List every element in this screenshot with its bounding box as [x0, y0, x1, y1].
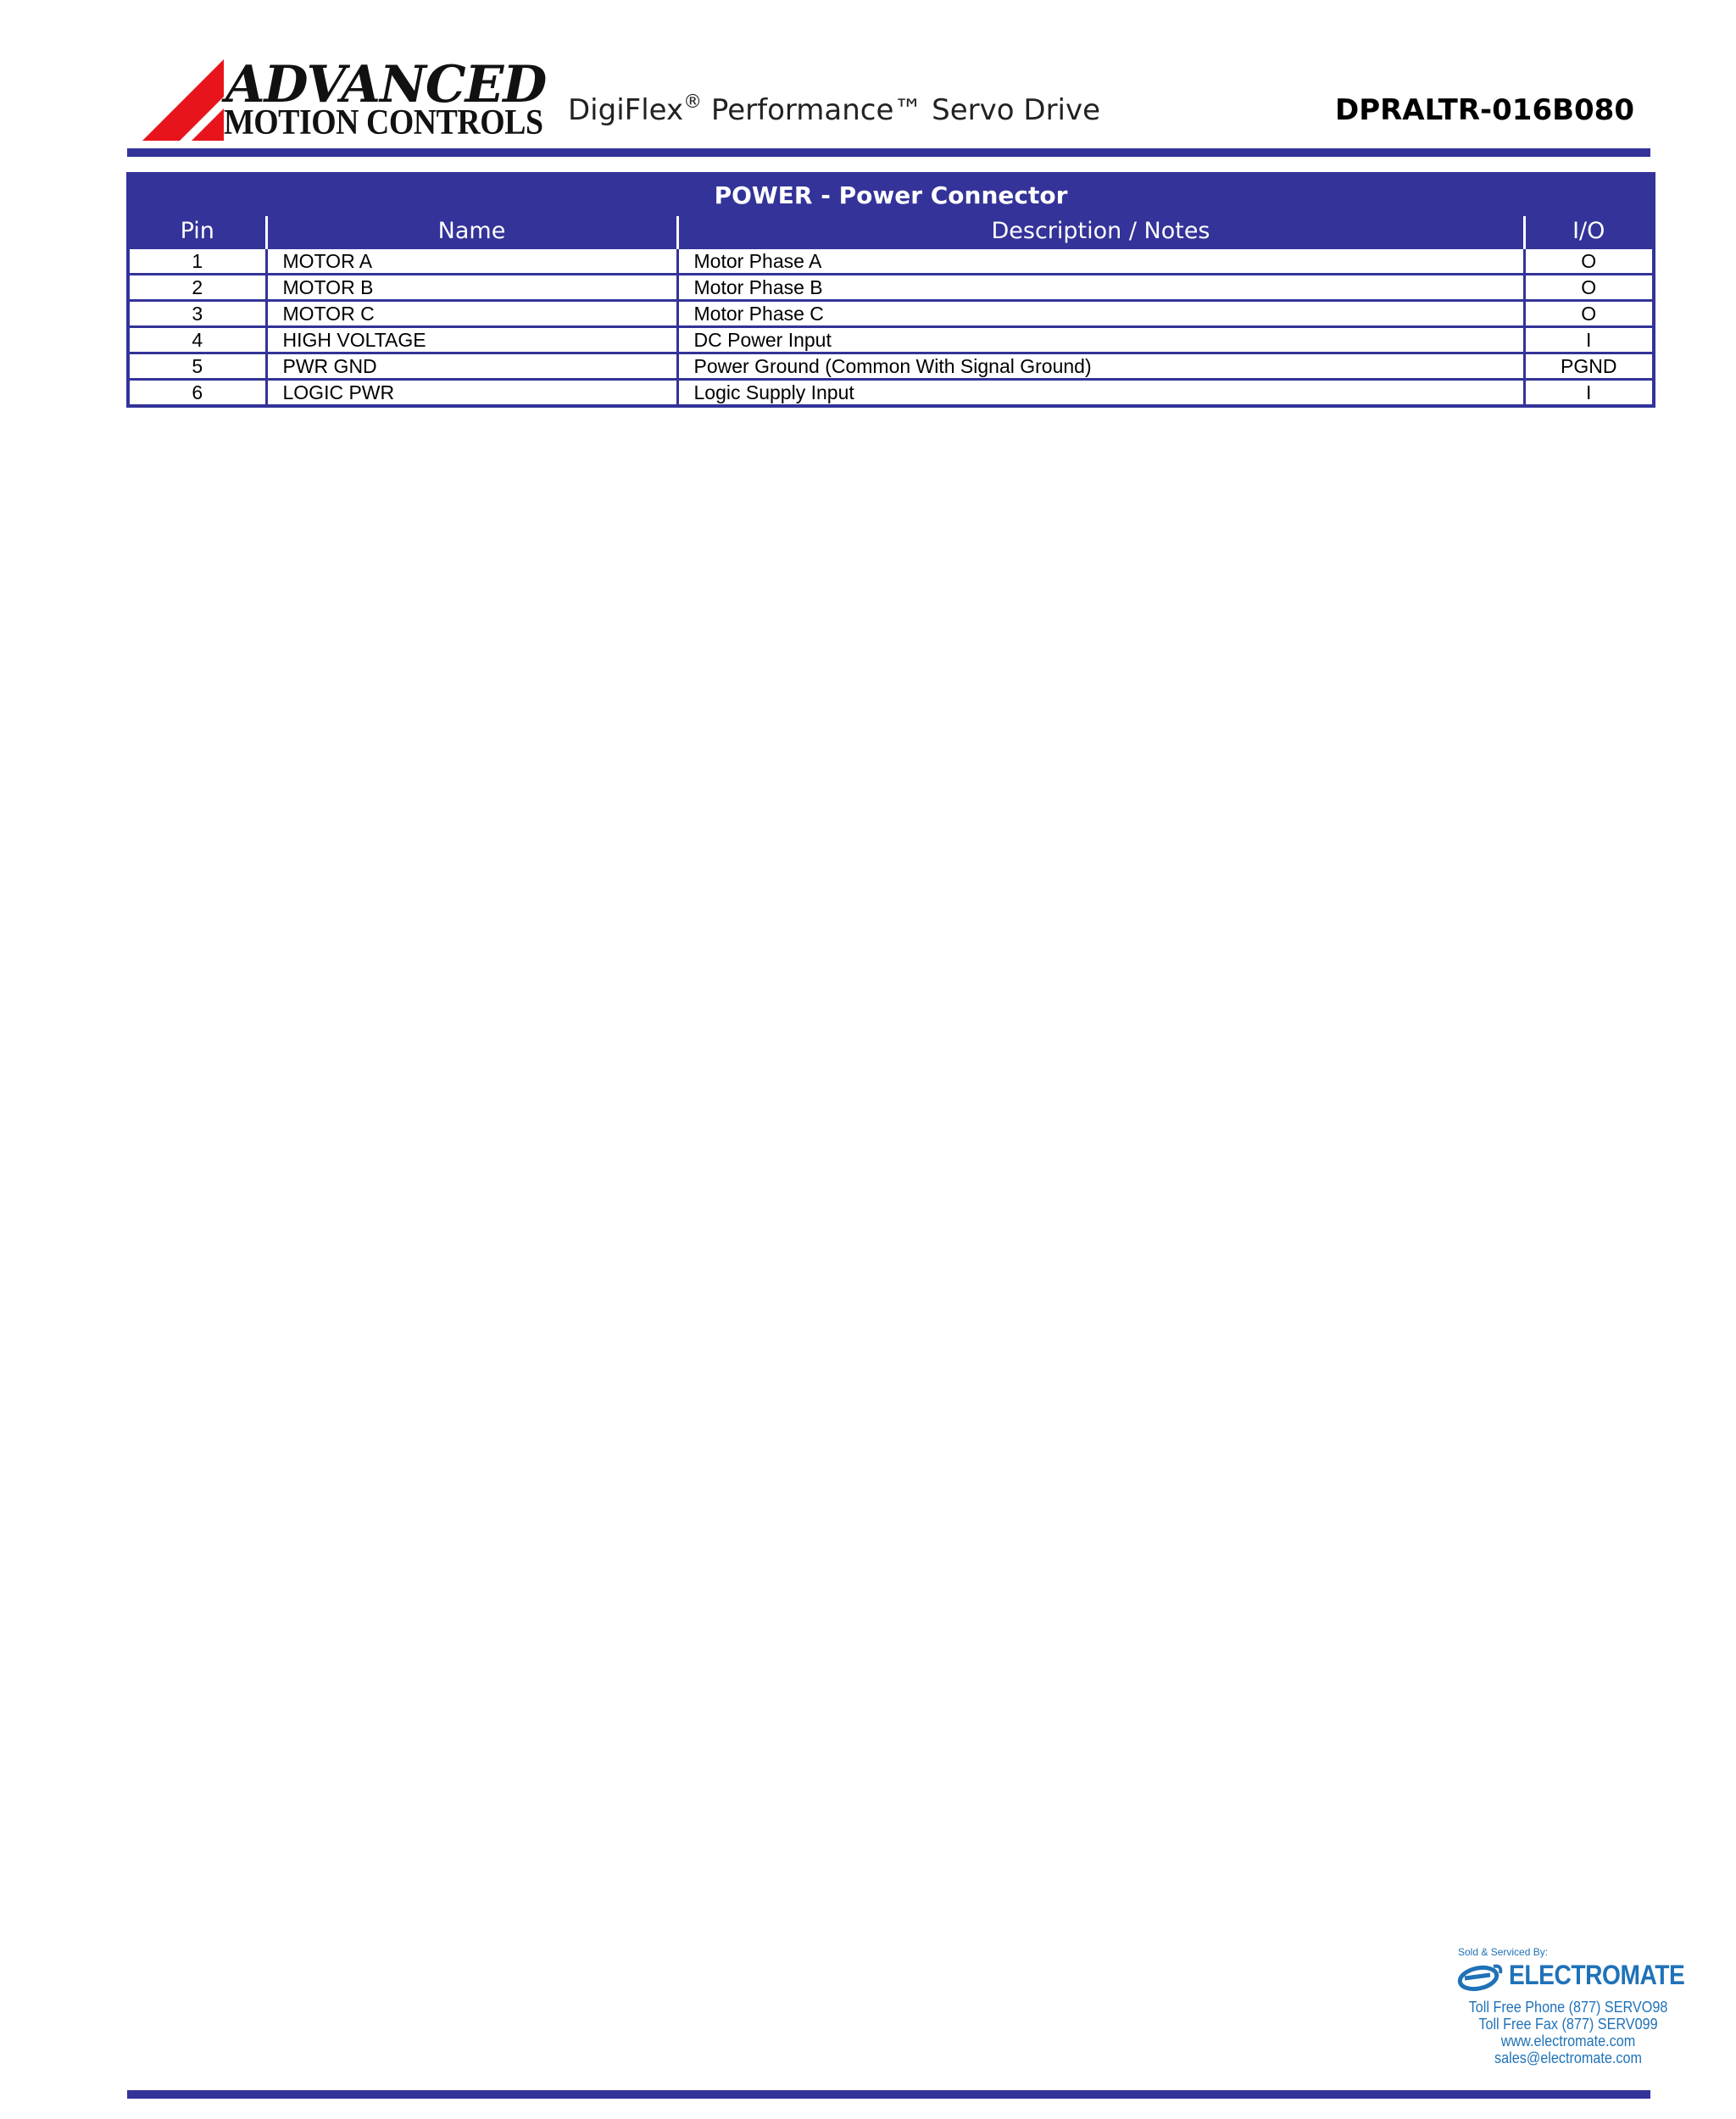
- pin-cell: 4: [128, 327, 266, 353]
- table-row: [128, 380, 1654, 407]
- table-row: [128, 353, 1654, 380]
- column-header-name: Name: [266, 214, 677, 248]
- table-header-row: [128, 214, 1654, 248]
- name-cell: MOTOR C: [266, 301, 677, 327]
- description-cell: DC Power Input: [677, 327, 1524, 353]
- pin-cell: 1: [128, 248, 266, 275]
- toll-free-fax: Toll Free Fax (877) SERV099: [1478, 2016, 1658, 2033]
- sold-by-label: Sold & Serviced By:: [1458, 1946, 1549, 1958]
- product-title: [568, 93, 1100, 127]
- pin-cell: 3: [128, 301, 266, 327]
- footer-divider: [127, 2090, 1650, 2099]
- name-cell: MOTOR B: [266, 275, 677, 301]
- distributor-block: [1433, 1946, 1704, 2073]
- table-row: [128, 275, 1654, 301]
- distributor-website-link[interactable]: www.electromate.com: [1500, 2033, 1636, 2049]
- distributor-email-link[interactable]: sales@electromate.com: [1494, 2049, 1643, 2066]
- logo-text-advanced: ADVANCED: [225, 55, 547, 114]
- toll-free-phone: Toll Free Phone (877) SERVO98: [1468, 1999, 1668, 2016]
- distributor-name: ELECTROMATE: [1509, 1960, 1685, 1990]
- model-number: DPRALTR-016B080: [1334, 93, 1634, 127]
- header-divider: [127, 148, 1650, 157]
- product-name-rest: Performance™ Servo Drive: [702, 93, 1101, 127]
- electromate-e-icon: [1456, 1961, 1504, 1992]
- description-cell: Logic Supply Input: [677, 380, 1524, 407]
- column-header-description: Description / Notes: [677, 214, 1524, 248]
- distributor-contact: [1433, 1999, 1704, 2066]
- table-row: [128, 301, 1654, 327]
- table-row: [128, 248, 1654, 275]
- pin-cell: 5: [128, 353, 266, 380]
- io-cell: O: [1524, 275, 1654, 301]
- name-cell: HIGH VOLTAGE: [266, 327, 677, 353]
- io-cell: O: [1524, 248, 1654, 275]
- product-name: DigiFlex: [568, 93, 684, 127]
- red-triangle-icon: [142, 59, 227, 141]
- name-cell: MOTOR A: [266, 248, 677, 275]
- page-header: [127, 51, 1653, 142]
- io-cell: O: [1524, 301, 1654, 327]
- table-title: POWER - Power Connector: [126, 172, 1655, 213]
- name-cell: LOGIC PWR: [266, 380, 677, 407]
- column-header-pin: Pin: [128, 214, 266, 248]
- io-cell: I: [1524, 380, 1654, 407]
- name-cell: PWR GND: [266, 353, 677, 380]
- power-connector-table: [126, 172, 1655, 408]
- column-header-io: I/O: [1524, 214, 1654, 248]
- pin-cell: 6: [128, 380, 266, 407]
- description-cell: Motor Phase C: [677, 301, 1524, 327]
- description-cell: Motor Phase B: [677, 275, 1524, 301]
- io-cell: I: [1524, 327, 1654, 353]
- io-cell: PGND: [1524, 353, 1654, 380]
- logo-text-motion-controls: MOTION CONTROLS: [224, 103, 543, 142]
- description-cell: Motor Phase A: [677, 248, 1524, 275]
- pin-cell: 2: [128, 275, 266, 301]
- description-cell: Power Ground (Common With Signal Ground): [677, 353, 1524, 380]
- registered-mark: ®: [683, 92, 703, 113]
- table-row: [128, 327, 1654, 353]
